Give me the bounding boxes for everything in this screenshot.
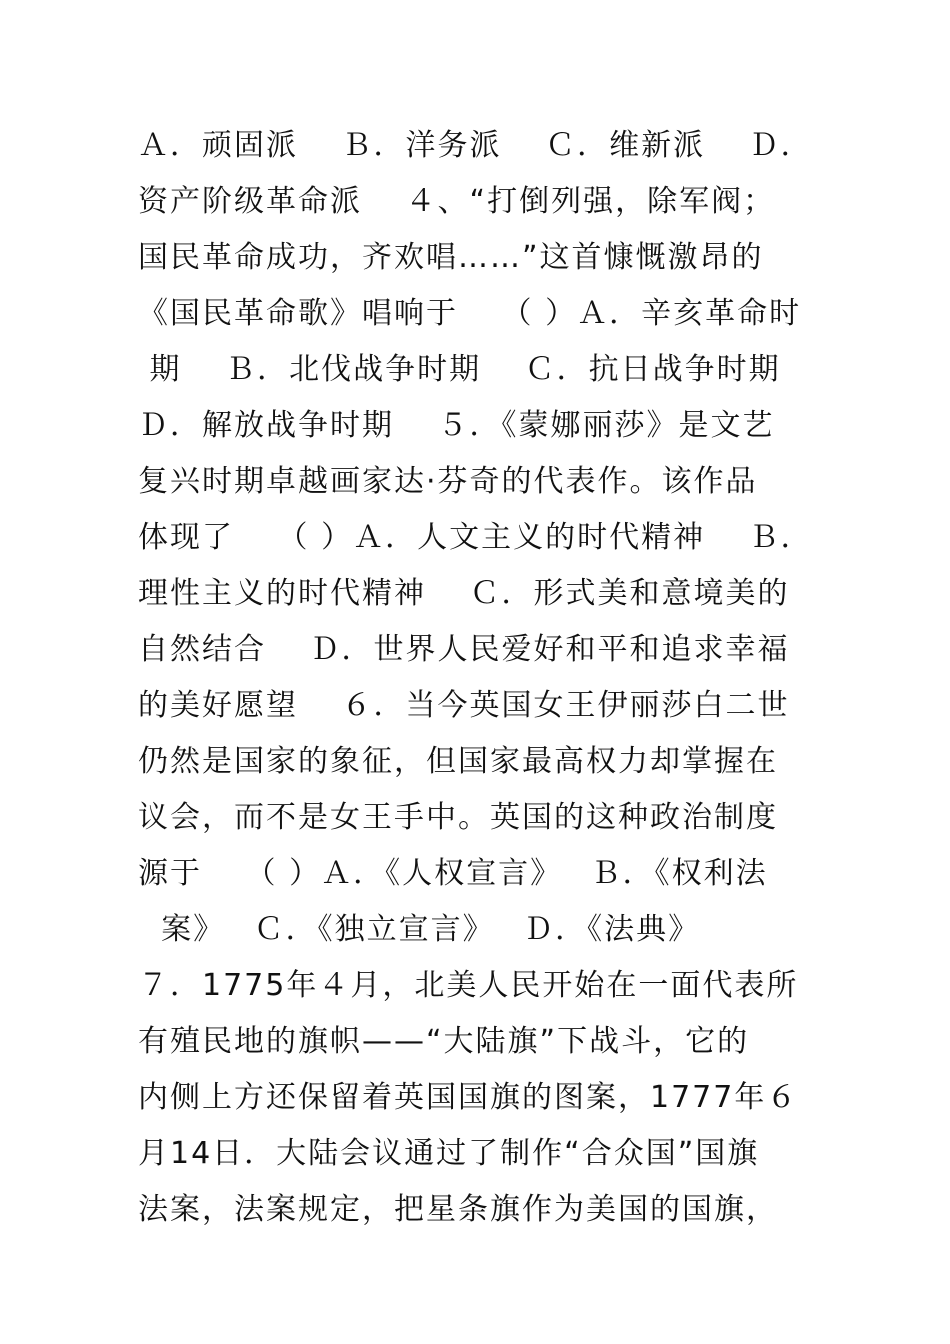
- body-text: [138, 118, 818, 1238]
- text-line-16: ７．1775年４月，北美人民开始在一面代表所: [138, 968, 799, 1003]
- text-line-6: Ｄ．解放战争时期 ５．《蒙娜丽莎》是文艺: [138, 408, 775, 443]
- text-line-4: 《国民革命歌》唱响于 （ ）Ａ．辛亥革命时: [138, 296, 802, 331]
- text-line-12: 仍然是国家的象征，但国家最高权力却掌握在: [138, 744, 778, 779]
- text-line-8: 体现了 （ ）Ａ．人文主义的时代精神 Ｂ．: [138, 520, 813, 555]
- text-line-9: 理性主义的时代精神 Ｃ．形式美和意境美的: [138, 576, 790, 611]
- text-line-20: 法案，法案规定，把星条旗作为美国的国旗，: [138, 1192, 778, 1227]
- text-line-10: 自然结合 Ｄ．世界人民爱好和平和追求幸福: [138, 632, 790, 667]
- text-line-15: 案》 Ｃ．《独立宣言》 Ｄ．《法典》: [138, 912, 701, 947]
- text-line-5: 期 Ｂ．北伐战争时期 Ｃ．抗日战争时期: [138, 352, 781, 387]
- text-line-13: 议会，而不是女王手中。英国的这种政治制度: [138, 800, 778, 835]
- text-line-14: 源于 （ ）Ａ．《人权宣言》 Ｂ．《权利法: [138, 856, 768, 891]
- text-line-18: 内侧上方还保留着英国国旗的图案，1777年６: [138, 1080, 799, 1115]
- text-line-17: 有殖民地的旗帜——“大陆旗”下战斗，它的: [138, 1024, 750, 1059]
- text-line-7: 复兴时期卓越画家达·芬奇的代表作。该作品: [138, 464, 758, 499]
- text-line-19: 月14日．大陆会议通过了制作“合众国”国旗: [138, 1136, 760, 1171]
- text-line-2: 资产阶级革命派 ４、“打倒列强，除军阀；: [138, 184, 776, 219]
- text-line-1: Ａ．顽固派 Ｂ．洋务派 Ｃ．维新派 Ｄ．: [138, 128, 813, 163]
- text-line-3: 国民革命成功，齐欢唱……”这首慷慨激昂的: [138, 240, 764, 275]
- text-line-11: 的美好愿望 ６．当今英国女王伊丽莎白二世: [138, 688, 790, 723]
